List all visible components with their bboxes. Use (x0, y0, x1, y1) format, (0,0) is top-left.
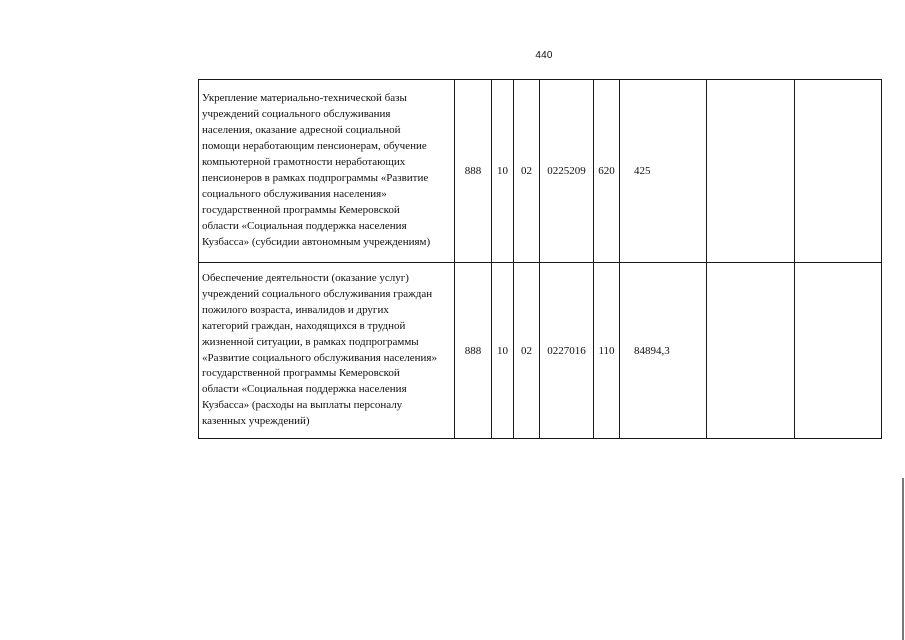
empty-cell (795, 80, 882, 263)
description-line: жизненной ситуации, в рамках подпрограммы (202, 335, 419, 348)
description-line: Кузбасса» (расходы на выплаты персоналу (202, 399, 403, 412)
description-line: Укрепление материально-технической базы (202, 92, 407, 105)
target-article-code: 0225209 (540, 80, 594, 263)
description-line: социального обслуживания населения» (202, 187, 387, 200)
description-line: пенсионеров в рамках подпрограммы «Развитие (202, 172, 429, 184)
budget-table (198, 79, 882, 439)
ministry-code: 888 (455, 80, 492, 263)
expense-description (199, 263, 455, 439)
description-line: государственной программы Кемеровской (202, 203, 400, 216)
description-line: помощи неработающим пенсионерам, обучение (202, 140, 427, 153)
description-line: пожилого возраста, инвалидов и других (202, 303, 389, 316)
description-line: Обеспечение деятельности (оказание услуг) (202, 271, 409, 284)
table-row (199, 263, 882, 439)
description-line: области «Социальная поддержка населения (202, 383, 407, 396)
subsection-code: 02 (514, 80, 540, 263)
section-code: 10 (492, 263, 514, 439)
subsection-code: 02 (514, 263, 540, 439)
description-line: казенных учреждений) (202, 415, 310, 428)
target-article-code: 0227016 (540, 263, 594, 439)
description-line: «Развитие социального обслуживания населения» (202, 351, 437, 364)
amount-value: 84894,3 (620, 263, 707, 439)
description-line: Кузбасса» (субсидии автономным учреждениям) (202, 235, 431, 248)
expense-type-code: 110 (594, 263, 620, 439)
scan-edge-line (902, 478, 904, 640)
table-row (199, 80, 882, 263)
description-line: населения, оказание адресной социальной (202, 124, 401, 137)
empty-cell (707, 80, 795, 263)
section-code: 10 (492, 80, 514, 263)
description-line: компьютерной грамотности неработающих (202, 156, 406, 169)
description-line: государственной программы Кемеровской (202, 367, 400, 380)
expense-description (199, 80, 455, 263)
amount-value: 425 (620, 80, 707, 263)
page-number: 440 (535, 50, 553, 61)
description-line: учреждений социального обслуживания (202, 108, 391, 121)
expense-type-code: 620 (594, 80, 620, 263)
description-line: категорий граждан, находящихся в трудной (202, 319, 406, 332)
empty-cell (795, 263, 882, 439)
ministry-code: 888 (455, 263, 492, 439)
empty-cell (707, 263, 795, 439)
description-line: области «Социальная поддержка населения (202, 219, 407, 232)
description-line: учреждений социального обслуживания граждан (202, 287, 433, 300)
